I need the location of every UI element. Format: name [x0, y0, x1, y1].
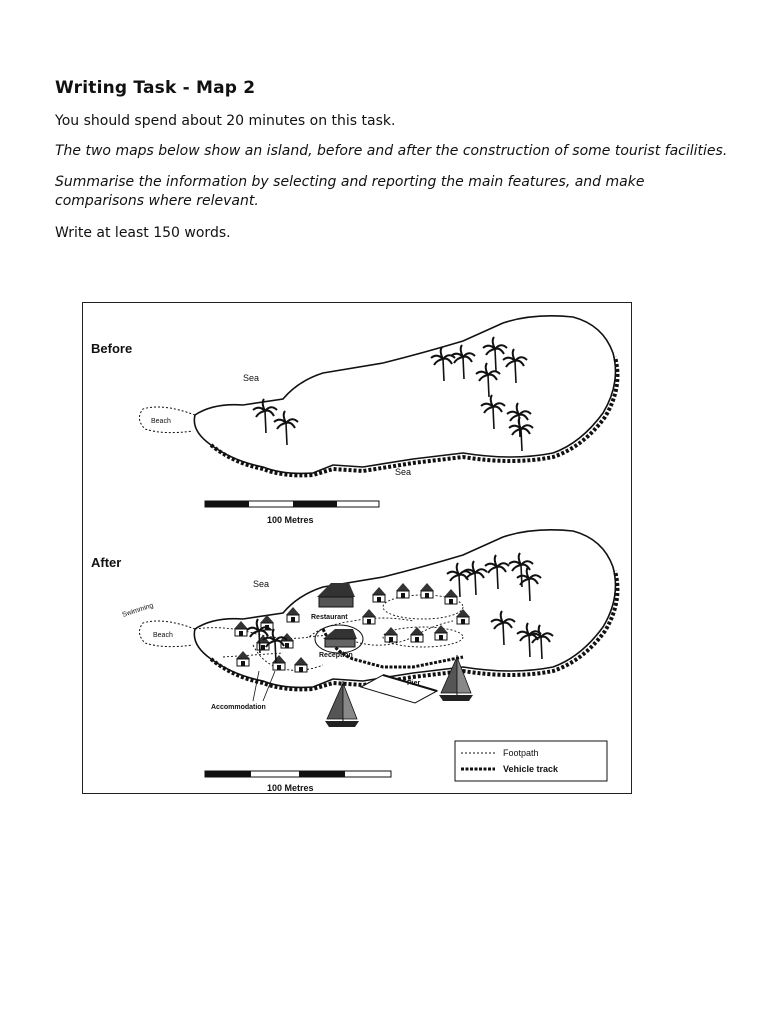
- word-limit: Write at least 150 words.: [55, 225, 231, 241]
- summary-instruction: Summarise the information by selecting and reporting the main features, and make comparisons where relevant.: [55, 174, 645, 209]
- legend: [455, 741, 607, 781]
- before-scale-bar: [205, 501, 379, 525]
- accommodation-label: Accommodation: [211, 704, 266, 711]
- before-map: [91, 316, 617, 525]
- after-heading: After: [91, 555, 122, 570]
- task-prompt: The two maps below show an island, before and after the construction of some tourist facilities.: [55, 143, 728, 159]
- before-island: [194, 316, 615, 474]
- after-scale-bar: [205, 771, 391, 793]
- maps-svg: [83, 303, 633, 795]
- swimming-label: Swimming: [121, 602, 155, 619]
- before-sea-top-label: Sea: [243, 373, 260, 383]
- page-title: Writing Task - Map 2: [55, 78, 256, 98]
- pier-label: Pier: [407, 680, 421, 687]
- after-island: [194, 530, 615, 688]
- legend-footpath-label: Footpath: [503, 748, 539, 758]
- after-sea-label: Sea: [253, 579, 270, 589]
- after-map: [91, 530, 617, 793]
- sailboat-icon: [325, 681, 359, 727]
- before-sea-bottom-label: Sea: [395, 467, 412, 477]
- time-instruction: You should spend about 20 minutes on this task.: [55, 113, 396, 129]
- restaurant-label: Restaurant: [311, 614, 348, 621]
- after-scale-label: 100 Metres: [267, 783, 314, 793]
- before-heading: Before: [91, 341, 133, 356]
- legend-vehicle-track-label: Vehicle track: [503, 764, 559, 774]
- before-scale-label: 100 Metres: [267, 515, 314, 525]
- before-beach-label: Beach: [151, 418, 171, 425]
- maps-figure: [82, 302, 632, 794]
- after-beach-label: Beach: [153, 632, 173, 639]
- reception-label: Reception: [319, 652, 353, 659]
